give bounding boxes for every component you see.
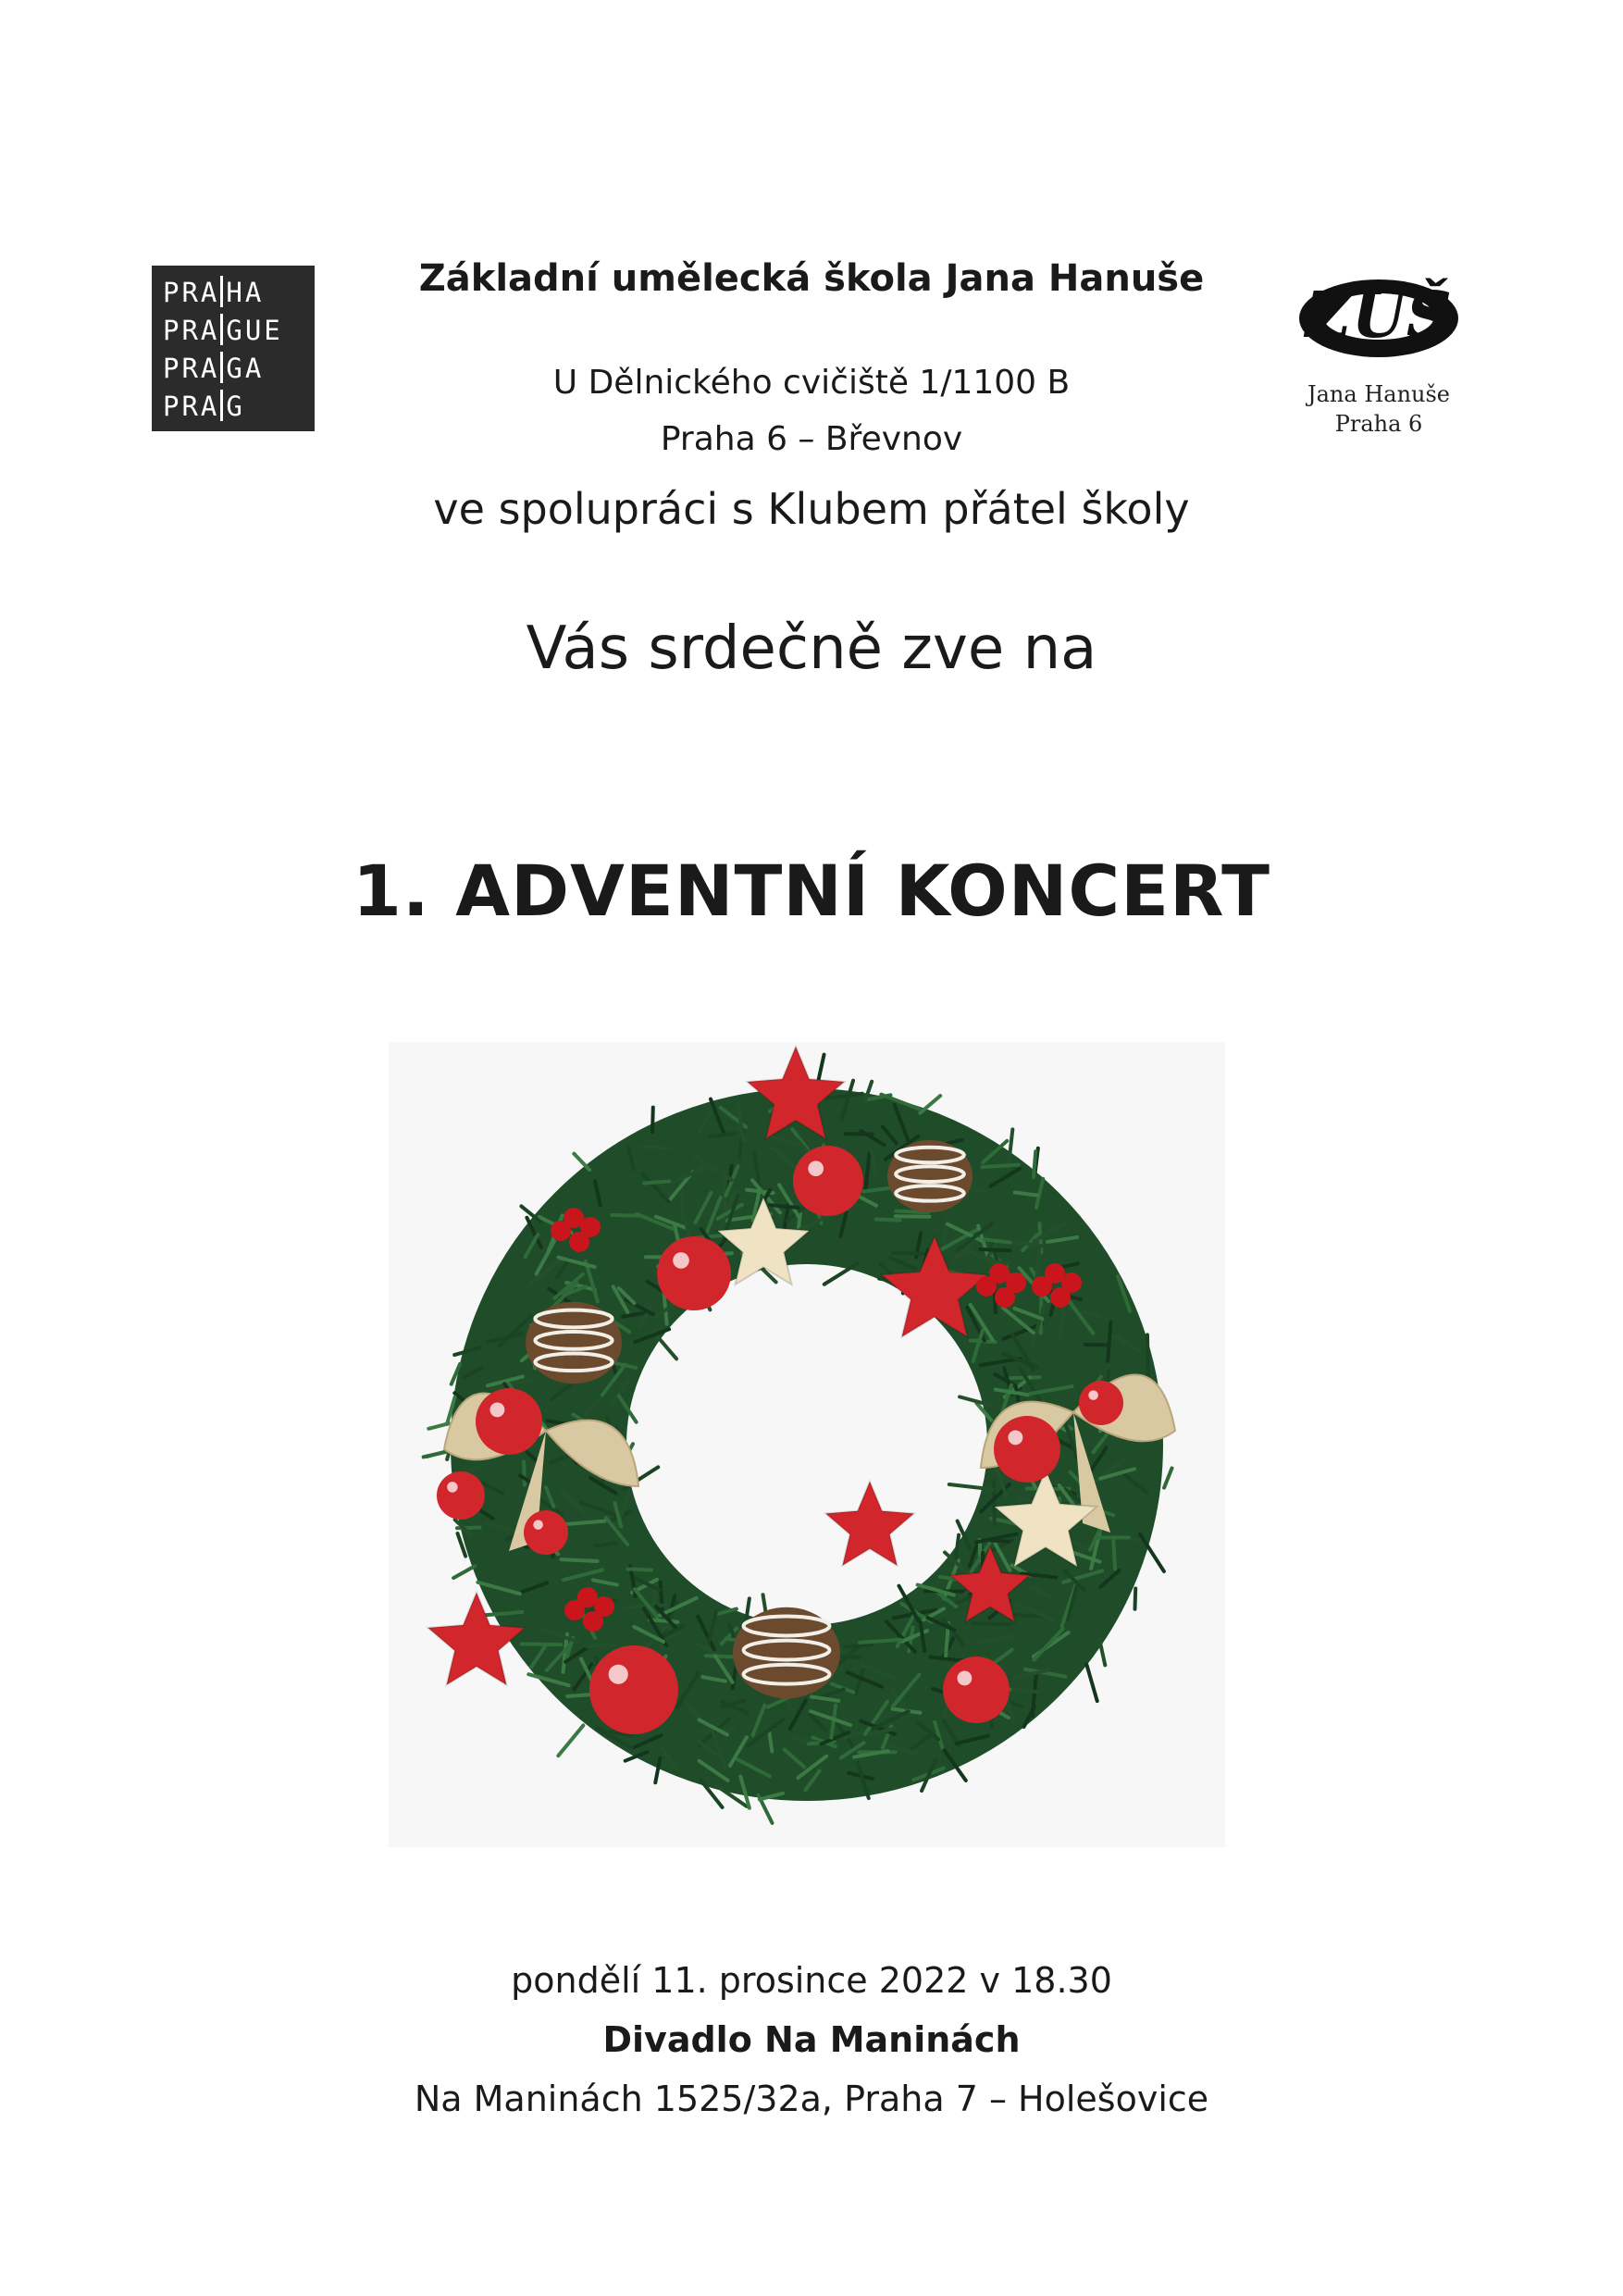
berry <box>569 1232 589 1252</box>
advent-wreath-icon <box>389 1042 1225 1847</box>
ornament-highlight <box>957 1670 972 1685</box>
wreath-needle <box>973 1623 1010 1624</box>
berry <box>995 1287 1015 1308</box>
ornament-highlight <box>673 1252 689 1269</box>
wreath-needle <box>587 1644 613 1646</box>
ornament-highlight <box>1008 1430 1022 1445</box>
wreath-needle <box>612 1215 638 1216</box>
wreath-image <box>389 1042 1225 1847</box>
wreath-needle <box>1113 1537 1115 1570</box>
praha-logo-row <box>163 312 315 350</box>
ornament-highlight <box>1088 1390 1098 1400</box>
praha-logo-right: G <box>226 391 245 422</box>
ornament-ball <box>524 1510 568 1555</box>
wreath-needle <box>770 1205 798 1208</box>
zus-caption-line-1: Jana Hanuše <box>1307 381 1450 407</box>
ornament-ball <box>994 1416 1060 1483</box>
berry <box>551 1221 571 1241</box>
praha-logo-right: GUE <box>226 315 283 346</box>
wreath-needle <box>562 1559 598 1561</box>
wreath-needle <box>1086 1664 1096 1701</box>
wreath-needle <box>1147 1334 1148 1375</box>
wreath-needle <box>980 1249 1010 1250</box>
event-venue: Divadlo Na Maninách <box>602 2019 1021 2060</box>
wreath-needle <box>652 1108 653 1133</box>
ornament-highlight <box>489 1402 504 1417</box>
address-line-2: Praha 6 – Břevnov <box>660 420 963 458</box>
ornament-ball <box>1079 1381 1123 1425</box>
berry <box>583 1611 603 1632</box>
praha-logo-left: PRA <box>163 391 220 422</box>
ornament-ball <box>476 1388 542 1455</box>
wreath-needle <box>644 1181 669 1183</box>
ornament-highlight <box>533 1520 543 1530</box>
praha-logo-divider <box>220 314 223 345</box>
zus-logo-mark: ZUŠ <box>1305 279 1453 353</box>
wreath-needle <box>706 1656 737 1657</box>
berry <box>564 1600 585 1620</box>
wreath-needle <box>1034 1151 1035 1177</box>
wreath-needle <box>524 1461 525 1484</box>
wreath-needle <box>558 1725 583 1756</box>
praha-logo-left: PRA <box>163 353 220 384</box>
wreath-needle <box>653 1333 676 1359</box>
event-venue-address: Na Maninách 1525/32a, Praha 7 – Holešovice <box>414 2079 1209 2119</box>
praha-logo-right: GA <box>226 353 265 384</box>
praha-logo-left: PRA <box>163 277 220 308</box>
ornament-ball <box>589 1645 678 1734</box>
praha-logo-left: PRA <box>163 315 220 346</box>
address-line-1: U Dělnického cvičiště 1/1100 B <box>552 364 1071 402</box>
ornament-ball <box>943 1657 1010 1723</box>
wreath-needle <box>845 1644 872 1647</box>
wreath-needle <box>893 1253 926 1254</box>
event-date-time: pondělí 11. prosince 2022 v 18.30 <box>511 1960 1112 2001</box>
concert-title: 1. ADVENTNÍ KONCERT <box>353 850 1270 932</box>
wreath-needle <box>457 1528 480 1529</box>
invite-text: Vás srdečně zve na <box>526 614 1097 683</box>
school-name: Základní umělecká škola Jana Hanuše <box>418 257 1205 300</box>
ornament-ball <box>793 1146 863 1216</box>
zus-caption-line-2: Praha 6 <box>1334 411 1423 437</box>
berry <box>1032 1276 1052 1297</box>
ornament-highlight <box>609 1665 628 1684</box>
wreath-needle <box>982 1165 1018 1168</box>
berry <box>1050 1287 1071 1308</box>
red-star <box>825 1482 913 1566</box>
berry <box>976 1276 997 1297</box>
wreath-needle <box>642 1147 670 1148</box>
ornament-highlight <box>447 1482 457 1492</box>
cooperation-text: ve spolupráci s Klubem přátel školy <box>433 484 1190 534</box>
ornament-ball <box>437 1471 485 1520</box>
wreath-needle <box>1164 1468 1171 1487</box>
wreath-needle <box>876 1219 900 1220</box>
wreath-needle <box>453 1566 476 1578</box>
wreath-needle <box>574 1154 589 1171</box>
ornament-ball <box>657 1236 731 1310</box>
wreath-needle <box>896 1216 930 1217</box>
wreath-needle <box>682 1194 683 1220</box>
praha-logo-right: HA <box>226 277 265 308</box>
ornament-highlight <box>808 1160 824 1176</box>
wreath-needle <box>1134 1588 1135 1608</box>
